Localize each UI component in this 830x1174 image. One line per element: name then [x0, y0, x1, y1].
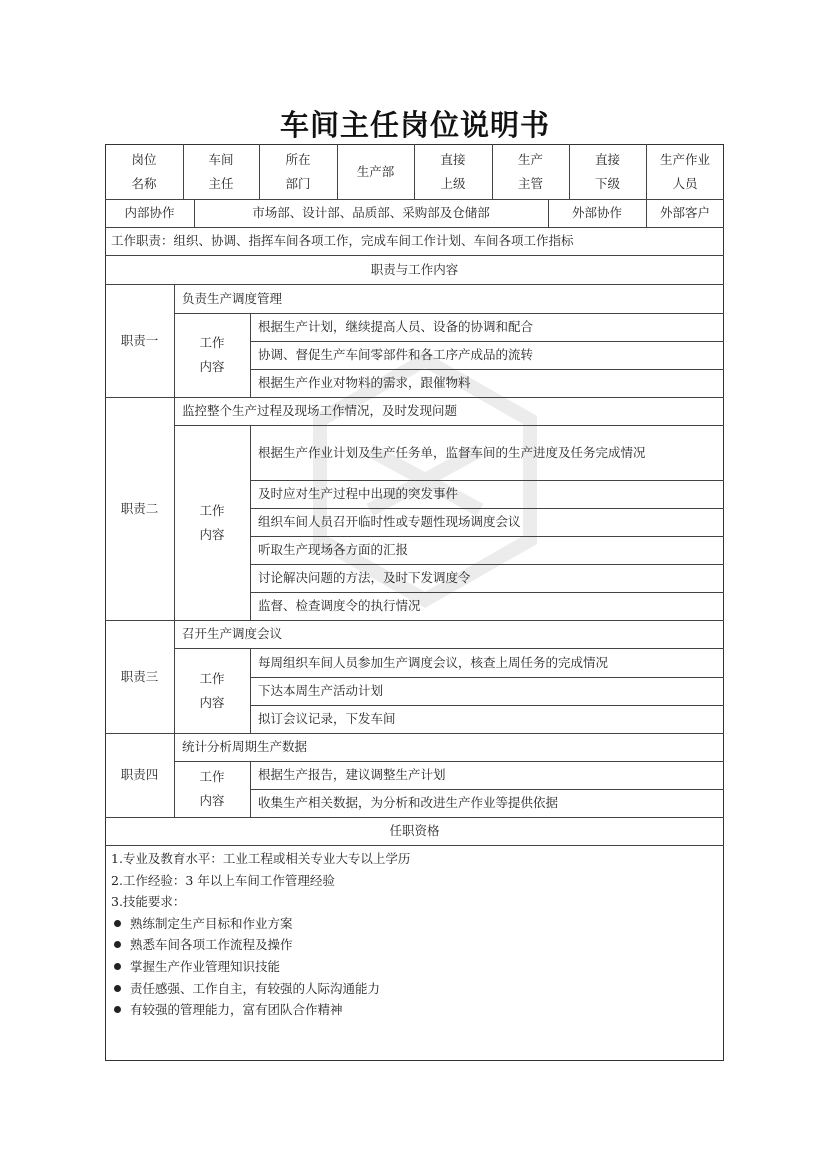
row-divider: [250, 508, 724, 509]
duty-title: 召开生产调度会议: [182, 626, 283, 641]
row-divider: [174, 761, 724, 762]
external-collab-label: 外部协作: [571, 205, 622, 220]
duty-item: 组织车间人员召开临时性或专题性现场调度会议: [258, 514, 521, 529]
internal-collab-value: 市场部、设计部、品质部、采购部及仓储部: [252, 205, 490, 220]
post-name-label: 岗位 名称: [131, 151, 157, 191]
duty-item: 根据生产计划，继续提高人员、设备的协调和配合: [258, 319, 534, 334]
row-divider: [250, 369, 724, 370]
internal-collab-label: 内部协作: [124, 205, 175, 220]
duty-item: 协调、督促生产车间零部件和各工序产成品的流转: [258, 347, 534, 362]
work-content-label: 工作 内容: [199, 670, 225, 710]
row-divider: [105, 227, 724, 228]
duty-summary: 工作职责：组织、协调、指挥车间各项工作，完成车间工作计划、车间各项工作指标: [111, 233, 574, 248]
bullet-icon: [114, 1006, 121, 1013]
row-divider: [105, 845, 724, 846]
duty-item: 根据生产作业对物料的需求，跟催物料: [258, 375, 471, 390]
row-divider: [250, 480, 724, 481]
duty-item: 收集生产相关数据，为分析和改进生产作业等提供依据: [258, 795, 559, 810]
row-divider: [105, 284, 724, 285]
bullet-icon: [114, 985, 121, 992]
skill-item: 掌握生产作业管理知识技能: [114, 958, 280, 976]
duty-item: 讨论解决问题的方法，及时下发调度令: [258, 570, 471, 585]
row-divider: [174, 648, 724, 649]
dept-label: 所在 部门: [285, 151, 311, 191]
skill-item: 熟练制定生产目标和作业方案: [114, 915, 293, 933]
skill-item: 有较强的管理能力，富有团队合作精神: [114, 1001, 343, 1019]
duty-item: 根据生产报告，建议调整生产计划: [258, 767, 446, 782]
duty-title: 统计分析周期生产数据: [182, 739, 308, 754]
qualification-line: 3.技能要求：: [111, 894, 186, 909]
qualification-header: 任职资格: [389, 823, 440, 838]
work-content-label: 工作 内容: [199, 769, 225, 808]
bullet-icon: [114, 963, 121, 970]
duty-label: 职责一: [120, 332, 159, 348]
col-divider: [250, 648, 251, 733]
row-divider: [105, 620, 724, 621]
bullet-icon: [114, 920, 121, 927]
post-name-value: 车间 主任: [208, 151, 234, 191]
row-divider: [250, 677, 724, 678]
col-divider: [250, 313, 251, 397]
row-divider: [174, 425, 724, 426]
row-divider: [250, 341, 724, 342]
col-divider: [250, 761, 251, 817]
row-divider: [174, 313, 724, 314]
row-divider: [105, 733, 724, 734]
duty-label: 职责三: [120, 668, 159, 684]
duty-item: 听取生产现场各方面的汇报: [258, 542, 409, 557]
col-divider: [250, 425, 251, 620]
work-content-label: 工作 内容: [199, 335, 225, 374]
row-divider: [250, 789, 724, 790]
duty-label: 职责四: [120, 767, 159, 782]
duty-label: 职责二: [120, 500, 159, 516]
superior-value: 生产 主管: [517, 151, 543, 191]
skill-item: 熟悉车间各项工作流程及操作: [114, 936, 293, 954]
subordinate-label: 直接 下级: [594, 151, 620, 191]
work-content-label: 工作 内容: [199, 502, 225, 542]
superior-label: 直接 上级: [440, 151, 466, 191]
duty-item: 根据生产作业计划及生产任务单，监督车间的生产进度及任务完成情况: [258, 445, 646, 460]
row-divider: [250, 705, 724, 706]
bullet-icon: [114, 941, 121, 948]
duty-item: 及时应对生产过程中出现的突发事件: [258, 486, 459, 501]
row-divider: [250, 564, 724, 565]
duty-item: 每周组织车间人员参加生产调度会议，核查上周任务的完成情况: [258, 655, 609, 670]
duty-title: 监控整个生产过程及现场工作情况，及时发现问题: [182, 403, 458, 418]
row-divider: [250, 592, 724, 593]
qualification-line: 1.专业及教育水平：工业工程或相关专业大专以上学历: [111, 851, 411, 866]
duty-item: 拟订会议记录，下发车间: [258, 711, 396, 726]
document-title: 车间主任岗位说明书: [279, 108, 550, 142]
skill-item: 责任感强、工作自主，有较强的人际沟通能力: [114, 980, 380, 998]
duty-item: 下达本周生产活动计划: [258, 683, 384, 698]
duties-section-header: 职责与工作内容: [370, 261, 459, 277]
dept-value: 生产部: [356, 163, 395, 179]
row-divider: [105, 397, 724, 398]
external-collab-value: 外部客户: [659, 205, 710, 220]
row-divider: [250, 536, 724, 537]
duty-item: 监督、检查调度令的执行情况: [258, 598, 421, 613]
qualification-line: 2.工作经验：3 年以上车间工作管理经验: [111, 873, 335, 888]
subordinate-value: 生产作业 人员: [659, 151, 710, 191]
duty-title: 负责生产调度管理: [182, 291, 283, 306]
